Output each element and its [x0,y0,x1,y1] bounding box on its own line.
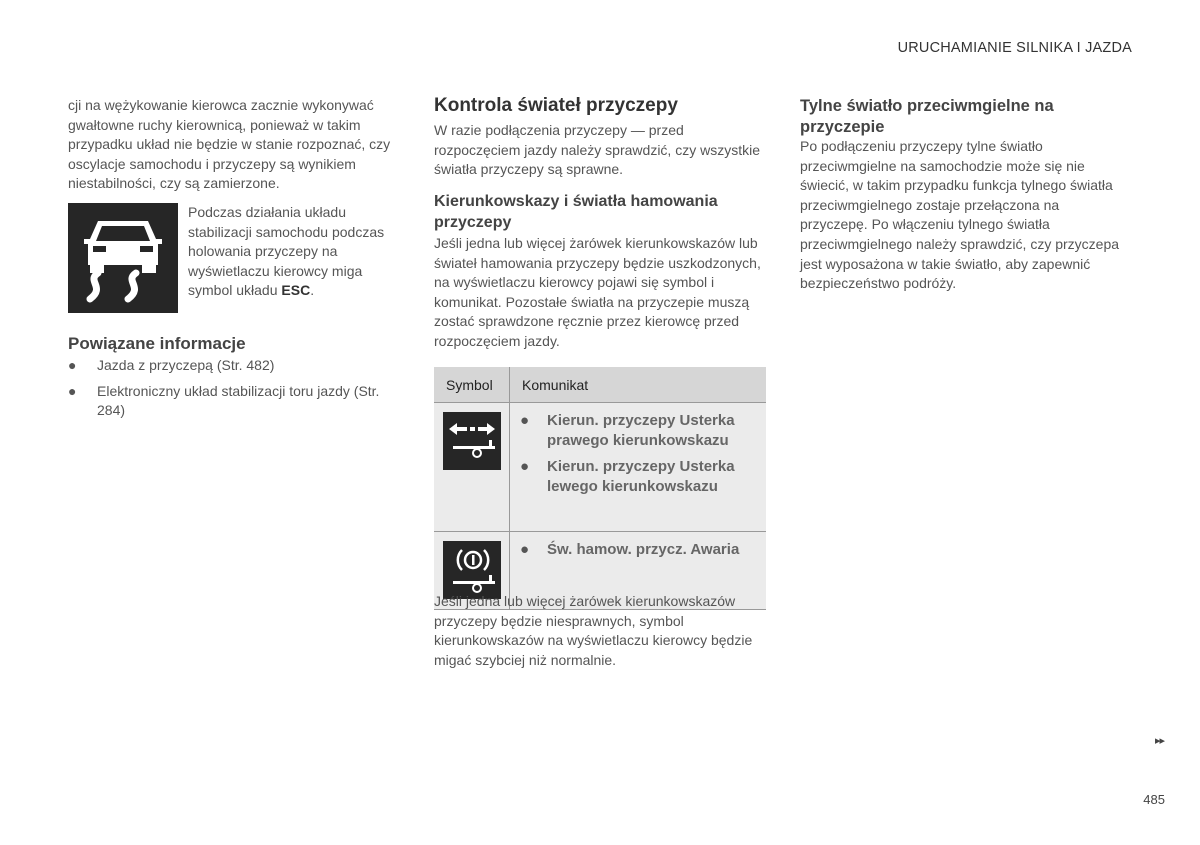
symbol-table [434,367,766,610]
list-item[interactable]: ● Jazda z przyczepą (Str. 482) [68,356,398,376]
section-title: Kontrola świateł przyczepy [434,95,678,116]
subsection-title: Kierunkowskazy i światła hamowania przyczepy [434,193,718,231]
intro-paragraph: cji na wężykowanie kierowca zacznie wykonywać gwałtowne ruchy kierownicą, ponieważ w takim przypadku układ nie będzie w stanie rozpoznać, czy oscylacje samochodu i przyczepy są wynikiem niestabilności, czy są zamierzone. [68,97,391,192]
esc-description: Podczas działania układu stabilizacji samochodu podczas holowania przyczepy na wyświetlaczu kierowcy miga symbol układu ESC. [188,204,385,299]
message-list [518,411,758,497]
trailer-turn-signal-icon [443,412,501,470]
fog-light-text: Po podłączeniu przyczepy tylne światło przeciwmgielne na samochodzie może się nie świecić, w takim przypadku funkcja tylnego światła przeciwmgielnego zostaje przełączona na przyczepę. Po włączeniu tylnego światła przeciwmgielnego należy sprawdzić, czy przyczepa jest wyposażona w takie światło, aby zapewnić bezpieczeństwo podróży. [800,138,1120,292]
message-list [518,540,758,560]
related-info-list [68,356,398,427]
table-row [434,403,766,532]
trailer-brake-light-icon [443,541,501,599]
chapter-title: URUCHAMIANIE SILNIKA I JAZDA [897,40,1132,56]
bullet-icon: ● [520,541,530,558]
related-info-title: Powiązane informacje [68,334,246,353]
list-item: ● Kierun. przyczepy Usterka prawego kierunkowskazu [520,412,735,449]
page-number: 485 [1143,792,1165,807]
bullet-icon: ● [68,357,77,373]
bullet-icon: ● [520,458,530,475]
fog-light-title: Tylne światło przeciwmgielne na przyczepie [800,97,1054,136]
list-item: ● Kierun. przyczepy Usterka lewego kierunkowskazu [520,458,735,495]
bullet-icon: ● [520,412,530,429]
esc-label: ESC [281,282,311,299]
bullet-icon: ● [68,382,77,399]
section-intro: W razie podłączenia przyczepy — przed rozpoczęciem jazdy należy sprawdzić, czy wszystkie światła przyczepy są sprawne. [434,122,760,178]
subsection-text: Jeśli jedna lub więcej żarówek kierunkowskazów lub świateł hamowania przyczepy będzie uszkodzonych, na wyświetlaczu kierowcy pojawi się symbol i komunikat. Pozostałe światła na przyczepie muszą zostać sprawdzone ręcznie przez kierowcę przed rozpoczęciem jazdy. [434,235,761,349]
footnote-text: Jeśli jedna lub więcej żarówek kierunkowskazów przyczepy będzie niesprawnych, symbol kierunkowskazów na wyświetlaczu kierowcy będzie migać szybciej niż normalnie. [434,593,753,668]
list-item[interactable]: ● Elektroniczny układ stabilizacji toru jazdy (Str. 284) [68,382,380,419]
table-header-message: Komunikat [510,367,767,403]
continue-arrows-icon: ▸▸ [1154,735,1164,747]
table-header-symbol: Symbol [434,367,510,403]
esc-skid-car-icon [68,203,178,313]
list-item: ● Św. hamow. przycz. Awaria [520,541,740,558]
